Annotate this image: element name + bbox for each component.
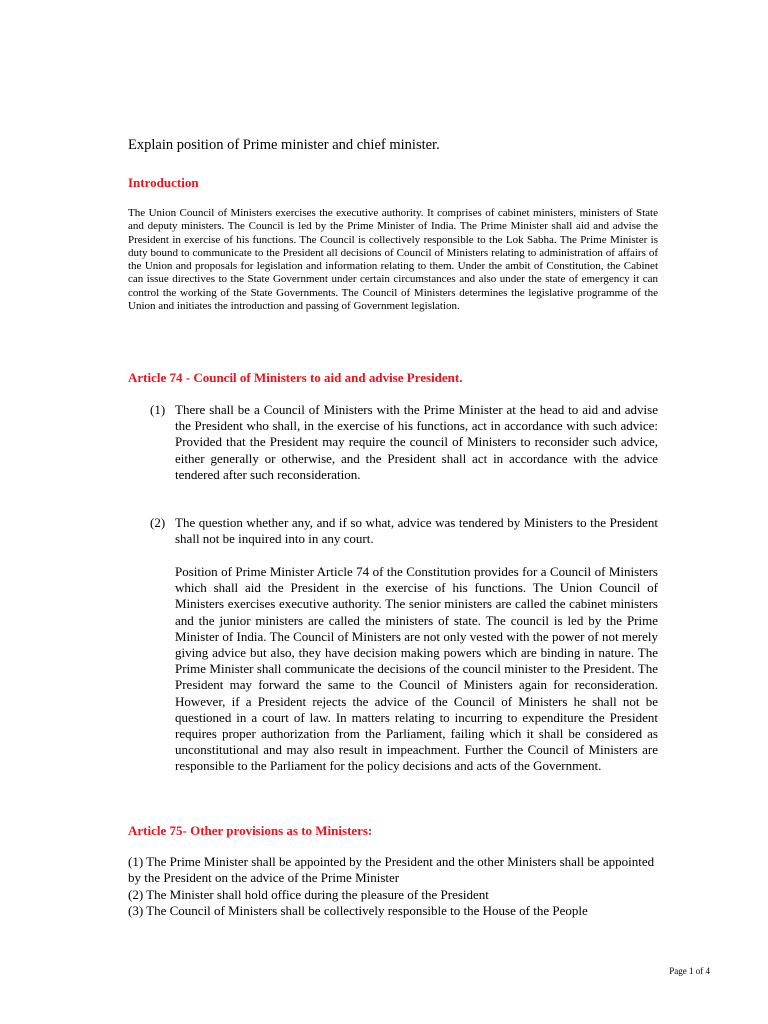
introduction-heading: Introduction	[128, 175, 199, 190]
article-74-clause-2	[150, 515, 658, 547]
clause-number: (1)	[150, 402, 166, 417]
prime-minister-position-paragraph: Position of Prime Minister Article 74 of the Constitution provides for a Council of Ministers which shall aid the President in the exercise of his functions. The Union Council of Ministers exercises executive authority. The senior ministers are called the cabinet ministers and the junior ministers are called the ministers of state. The council is led by the Prime Minister of India. The Council of Ministers are not only vested with the power of not merely giving advice but also, they have decision making powers which are binding in nature. The Prime Minister shall communicate the decisions of the council minister to the President. The President may forward the same to the Council of Ministers again for reconsideration. However, if a President rejects the advice of the Council of Ministers he shall not be questioned in a court of law. In matters relating to incurring to expenditure the President requires proper authorization from the Parliament, failing which it shall be considered as unconstitutional and may also result in impeachment. Further the Council of Ministers are responsible to the Parliament for the policy decisions and acts of the Government.	[175, 564, 658, 774]
article-75-heading: Article 75- Other provisions as to Ministers:	[128, 823, 373, 838]
introduction-paragraph: The Union Council of Ministers exercises the executive authority. It comprises of cabinet ministers, ministers of State and deputy ministers. The Council is led by the Prime Minister of India. The Prime Minister shall aid and advise the President in exercise of his functions. The Council is collectively responsible to the Lok Sabha. The Prime Minister is duty bound to communicate to the President all decisions of Council of Ministers relating to administration of affairs of the Union and proposals for legislation and information relating to them. Under the ambit of Constitution, the Cabinet can issue directives to the State Government under certain circumstances and also under the state of emergency it can control the working of the State Governments. The Council of Ministers determines the legislative programme of the Union and initiates the introduction and passing of Government legislation.	[128, 207, 658, 312]
article-74-heading: Article 74 - Council of Ministers to aid and advise President.	[128, 370, 463, 385]
page-number: Page 1 of 4	[669, 966, 710, 976]
article-74-clause-1	[150, 402, 658, 483]
document-title: Explain position of Prime minister and chief minister.	[128, 137, 440, 153]
clause-number: (2)	[150, 515, 166, 530]
article-75-line-1: (1) The Prime Minister shall be appointed by the President and the other Ministers shall be appointed by the President on the advice of the Prime Minister	[128, 854, 655, 886]
article-75-line-2: (2) The Minister shall hold office during the pleasure of the President	[128, 887, 489, 902]
clause-text: There shall be a Council of Ministers with the Prime Minister at the head to aid and advise the President who shall, in the exercise of his functions, act in accordance with such advice: Provided that the President may require the council of Ministers to reconsider such advice, either generally or otherwise, and the President shall act in accordance with the advice tendered after such reconsideration.	[175, 402, 658, 482]
article-75-line-3: (3) The Council of Ministers shall be collectively responsible to the House of the People	[128, 903, 588, 918]
clause-text: The question whether any, and if so what, advice was tendered by Ministers to the President shall not be inquired into in any court.	[175, 515, 658, 547]
